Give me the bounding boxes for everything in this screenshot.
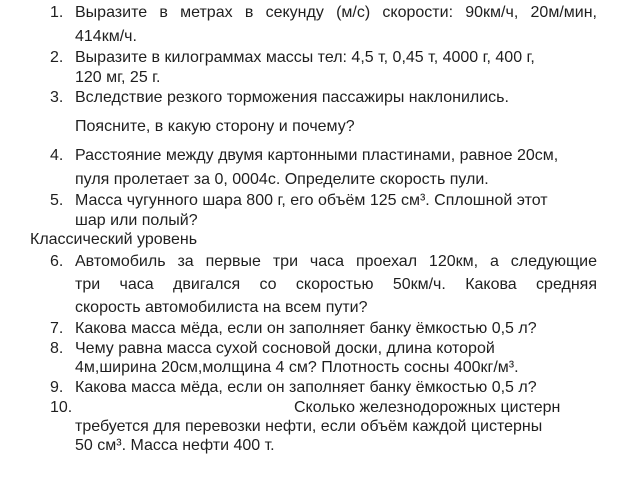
item-text-line: Выразите в метрах в секунду (м/с) скорости: 90км/ч, 20м/мин, bbox=[75, 4, 597, 21]
item-text-line: Чему равна масса сухой сосновой доски, длина которой bbox=[75, 340, 495, 357]
item-number: 1. bbox=[50, 4, 64, 21]
item-number: 3. bbox=[50, 89, 64, 106]
item-number: 9. bbox=[50, 379, 64, 396]
item-text-line: Сколько железнодорожных цистерн bbox=[294, 399, 561, 416]
item-text-line: пуля пролетает за 0, 0004с. Определите скорость пули. bbox=[75, 171, 489, 188]
item-number: 6. bbox=[50, 253, 64, 270]
item-text-line: требуется для перевозки нефти, если объём каждой цистерны bbox=[75, 418, 543, 435]
item-number: 4. bbox=[50, 147, 64, 164]
item-number: 7. bbox=[50, 320, 64, 337]
item-number: 5. bbox=[50, 192, 64, 209]
item-text-line: 50 см³. Масса нефти 400 т. bbox=[75, 437, 275, 454]
item-text-line: Вследствие резкого торможения пассажиры наклонились. bbox=[75, 89, 509, 106]
item-text-line: Какова масса мёда, если он заполняет банку ёмкостью 0,5 л? bbox=[75, 379, 537, 396]
item-text-line: три часа двигался со скоростью 50км/ч. Какова средняя bbox=[75, 276, 597, 293]
item-text-line: 4м,ширина 20см,молщина 4 см? Плотность сосны 400кг/м³. bbox=[75, 359, 519, 376]
item-text-line: 414км/ч. bbox=[75, 28, 137, 45]
item-text-line: шар или полый? bbox=[75, 212, 198, 229]
section-heading: Классический уровень bbox=[30, 231, 198, 248]
item-number: 10. bbox=[50, 399, 73, 416]
item-number: 8. bbox=[50, 340, 64, 357]
item-text-line: Масса чугунного шара 800 г, его объём 125 см³. Сплошной этот bbox=[75, 192, 548, 209]
item-text-line: Поясните, в какую сторону и почему? bbox=[75, 118, 355, 135]
item-text-line: Расстояние между двумя картонными пластинами, равное 20см, bbox=[75, 147, 559, 164]
item-text-line: Выразите в килограммах массы тел: 4,5 т, 0,45 т, 4000 г, 400 г, bbox=[75, 49, 535, 66]
item-text-line: 120 мг, 25 г. bbox=[75, 69, 161, 86]
item-text-line: Какова масса мёда, если он заполняет банку ёмкостью 0,5 л? bbox=[75, 320, 537, 337]
item-number: 2. bbox=[50, 49, 64, 66]
item-text-line: Автомобиль за первые три часа проехал 120км, а следующие bbox=[75, 253, 597, 270]
item-text-line: скорость автомобилиста на всем пути? bbox=[75, 299, 368, 316]
